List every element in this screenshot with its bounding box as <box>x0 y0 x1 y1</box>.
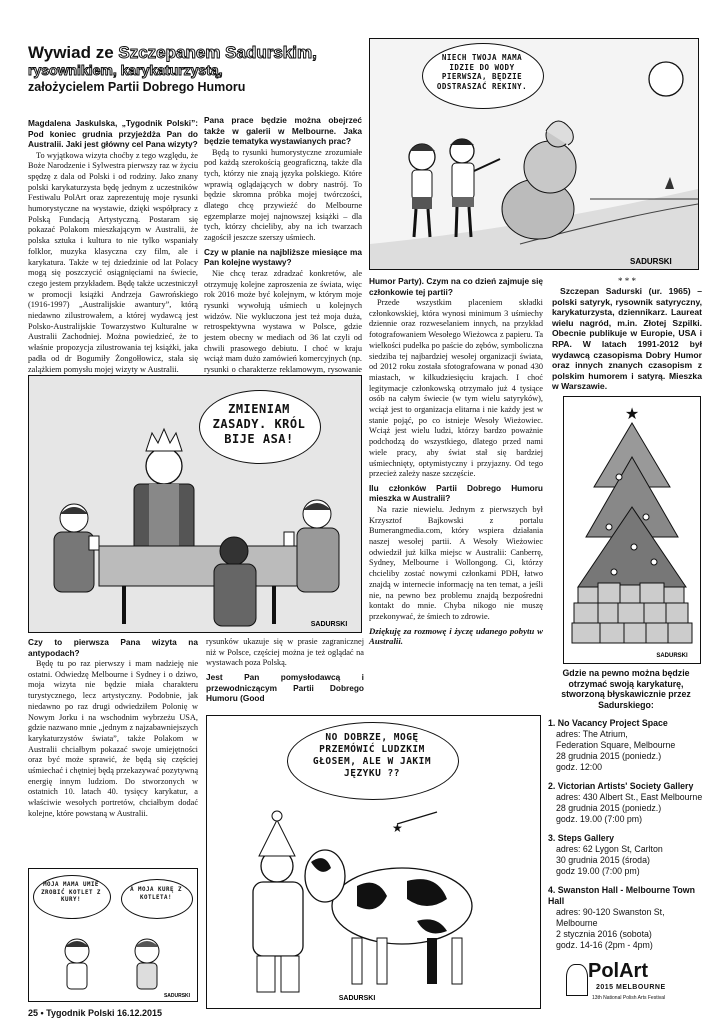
column-2 <box>204 115 362 397</box>
logo-name: PolArt <box>588 960 648 982</box>
exhibition-line: Federation Square, Melbourne <box>556 740 676 751</box>
headline-name: Szczepanem Sadurskim, <box>118 43 317 62</box>
exhibition-line: 28 grudnia 2015 (poniedz.) <box>556 751 662 762</box>
answer-3: Nie chcę teraz zdradzać konkretów, ale otrzymuję kolejne zaproszenia ze świata, więc rok 2016 może być kolejnym, w którym moje rysunki wywołują uśmiech u kolejnych widzów. Nie wykluczona jest też moja duża, retrospektywna wystawa w Polsce, gdzie jestem obecny w mediach od 36 lat czyli od chwili prasowego debiutu. I choć w kraju wciąż mam dużo zamówień komercyjnych (np. rysunki o charakterze reklamowym, rysowanie <box>204 268 362 375</box>
page-footer: 25 • Tygodnik Polski 16.12.2015 <box>28 1008 163 1018</box>
headline <box>28 44 368 96</box>
exhibition-line: godz. 12:00 <box>556 762 602 773</box>
cartoon-beach <box>369 38 699 270</box>
lower-left-column <box>28 637 198 820</box>
answer-4: Przede wszystkim placeniem składki członkowskiej, która wynosi minimum 3 uśmiechy dziennie oraz rozweselaniem innych, na przykład fotografowaniem Wesołego Wieżowca z papieru. Ta wielkości pudełka po paście do zębów, symboliczna siedziba tej najbardziej wesołej organizacji świata, od 2012 roku została sfotografowana w ponad 430 miastach, w kilkudziesięciu krajach. I choć legitymacje członkowską otrzymało już 4 tysiące osób na całym świecie (w tym wielu satyryków), wciąż jest to organizacja elitarna i nie każdy jest w stanie pojąć, po co istnieje Wesoły Wieżowiec. Wciąż jest wielu ludzi, którzy bardzo poważnie podchodzą do wszystkiego, dlatego przed nami wiele pracy, aby świat stał się bardziej uśmiechnięty, optymistyczny i przyjazny. Od tego przecież zależy nasze szczęście. <box>369 298 543 479</box>
exhibition-item <box>548 885 704 951</box>
headline-line2: rysownikiem, karykaturzystą, <box>28 62 223 78</box>
headline-line3: założycielem Partii Dobrego Humoru <box>28 80 246 94</box>
logo-mark <box>566 964 588 996</box>
cartoon-tree <box>563 396 701 664</box>
exhibition-line: godz 19.00 (7:00 pm) <box>556 866 640 877</box>
bubble-text-cards: ZMIENIAM ZASADY. KRÓL BIJE ASA! <box>212 402 306 446</box>
question-6: Czy to pierwsza Pana wizyta na antypodach? <box>28 637 198 658</box>
star-icon: ★ <box>624 406 640 423</box>
exhibition-line: adres: 62 Lygon St, Carlton <box>556 844 663 855</box>
exhibition-title: 2. Victorian Artists' Society Gallery <box>548 781 694 792</box>
signature-kids: SADURSKI <box>163 993 191 999</box>
thanks: Dziękuję za rozmowę i życzę udanego pobytu w Australii. <box>369 625 543 647</box>
bio-text: Szczepan Sadurski (ur. 1965) – polski satyryk, rysownik satyryczny, karykaturzysta, dziennikarz. Laureat wielu nagród, m.in. Złotej Szpilki. Obecnie publikuje w Europie, USA i RPA. W latach 1991-2012 był wydawcą czasopisma Dobry Humor oraz innych znanych czasopism z polskim humorem i satyrą. Mieszka w Warszawie. <box>552 286 702 392</box>
tree-drawing <box>564 397 700 663</box>
column-3 <box>369 276 543 648</box>
shooting-star-icon: ★ <box>392 821 403 835</box>
question-3: Czy w planie na najbliższe miesiące ma Pan kolejne wystawy? <box>204 246 362 268</box>
exhibition-item <box>548 781 704 825</box>
bubble-text-cow: NO DOBRZE, MOGĘ PRZEMÓWIĆ LUDZKIM GŁOSEM, ALE W JAKIM JĘZYKU ?? <box>312 732 432 779</box>
answer-2: Będą to rysunki humorystyczne zrozumiałe pod każdą szerokością geograficzną, także dla tych, którzy nie znają języka polskiego. Które wprawią oglądających w dobry nastrój. To będzie skromna próbka mojej twórczości, dlatego chcę przywieźć do Melbourne egzemplarze mojej najnowszej książki – dla tych, którzy chcieliby, aby na ich twarzach zagościł jeszcze szerszy uśmiech. <box>204 147 362 243</box>
answer-1: To wyjątkowa wizyta choćby z tego względu, że Boże Narodzenie i Sylwestra pierwszy raz w życiu spędzę z dala od Polski i od rodziny. Jako znany polski karykaturzysta będę jednym z uczestników Festiwalu PolArt oraz zaprezentuję moje rysunki humorystyczne na wystawie, dzięki współpracy z Polską Fundacją Artystyczną. Postaram się pokazać Polakom mieszkającym w Australii, że polska sztuka i kultura to nie tylko wspaniały folklor, muzyka klasyczna czy film, ale i karykatura. Także w tej dziedzinie od lat Polacy mogą się poszczycić osiągnięciami na świecie, czego jestem przykładem. Będę także uczestniczył w promocji książki Andrzeja Gawrońskiego (1916-1997) „Australijskie awantury”, którą niedawno zilustrowałem, a której wydawcą jest Polsko-Australijskie Towarzystwo Kulturalne w Australii Zachodniej. Można powiedzieć, że to właśnie propozycja zilustrowania tej książki, jaka padła od dr Bogumiły Żongołłowicz, stała się zalążkiem pomysłu mojej wizyty w Australii. <box>28 150 198 374</box>
exhibition-title: 3. Steps Gallery <box>548 833 615 844</box>
bubble-text-kids-a: MOJA MAMA UMIE ZROBIĆ KOTLET Z KURY! <box>41 882 101 903</box>
polart-logo <box>566 960 700 1006</box>
answer-6: Będę tu po raz pierwszy i mam nadzieję nie ostatni. Odwiedzę Melbourne i Sydney i o dziwo, moja wizyta nie będzie miała charakteru turystycznego, lecz artystyczny. Podobnie, jak niedawno po raz drugi odwiedziłem Polonię w Nowym Jorku i na wschodnim wybrzeżu USA, gdzie nazwano mnie „jednym z najzabawniejszych karykaturzystów świata”, także Polakom w Australii chciałbym pokazać swoje umiejętności oraz być może sprawić, że będą się częściej uśmiechać i chętniej będą przekazywać pozytywną energię innym ludziom. Do stworzonych w ostatnich 10. latach 40. tysięcy karykatur, a właściwie wesołych portretów, chciałbym dodać kolejne, które powstaną w Australii. <box>28 659 198 818</box>
exhibition-title: 1. No Vacancy Project Space <box>548 718 668 729</box>
exhibition-line: adres: The Atrium, <box>556 729 628 740</box>
exhibition-line: adres: 90-120 Swanston St, Melbourne <box>556 907 665 929</box>
cartoon-kids <box>28 868 198 1002</box>
exhibitions-block <box>548 668 704 951</box>
exhibition-line: godz. 14-16 (2pm - 4pm) <box>556 940 653 951</box>
bubble-text-beach: NIECH TWOJA MAMA IDZIE DO WODY PIERWSZA, BĘDZIE ODSTRASZAĆ REKINY. <box>436 53 528 91</box>
exhibition-line: 28 grudnia 2015 (poniedz.) <box>556 803 662 814</box>
signature-cow: SADURSKI <box>338 995 376 1002</box>
bio-stars: * * * <box>618 276 636 286</box>
column-1 <box>28 115 198 375</box>
exhibition-item <box>548 718 704 773</box>
cartoon-cow <box>206 715 541 1009</box>
answer-5: Na razie niewielu. Jednym z pierwszych był Krzysztof Bajkowski z portalu Bumerangmedia.com, który wspiera działania naszej wesołej partii. A Wesoły Wieżowiec odwiedził już kilka miejsc w Australii: Canberrę, Sydney, Melbourne i Wollongong. Ci, którzy chcieliby zostać nowymi członkami PDH, łatwo znajdą w internecie informację na ten temat, a jeśli nie, na pewno bez problemu znajdą bezpośredni kontakt do mnie. Chyba nikogo nie muszę przekonywać, że śmiech to zdrowie. <box>369 504 543 621</box>
exhibition-line: 30 grudnia 2015 (środa) <box>556 855 650 866</box>
answer-3-cont: rysunków ukazuje się w prasie zagranicznej niż w Polsce, częściej można je też oglądać na wystawach poza Polską. <box>206 637 364 668</box>
bubble-text-kids-b: A MOJA KURĘ Z KOTLETA! <box>130 887 182 901</box>
question-2: Pana prace będzie można obejrzeć także w galerii w Melbourne. Jaka będzie tematyka wystawianych prac? <box>204 115 362 146</box>
lower-mid-column <box>206 637 364 705</box>
exhibition-line: adres: 430 Albert St., East Melbourne <box>556 792 703 803</box>
intro-question: Magdalena Jaskulska, „Tygodnik Polski”: Pod koniec grudnia przyjeżdża Pan do Australii. Jaki jest główny cel Pana wizyty? <box>28 118 198 149</box>
exhibition-item <box>548 833 704 877</box>
logo-sub: 2015 MELBOURNE <box>596 984 666 991</box>
question-4: Humor Party). Czym na co dzień zajmuje się członkowie tej partii? <box>369 276 543 297</box>
exhibition-title: 4. Swanston Hall - Melbourne Town Hall <box>548 885 695 907</box>
signature-tree: SADURSKI <box>656 653 688 659</box>
question-7: Jest Pan pomysłodawcą i przewodniczącym Partii Dobrego Humoru (Good <box>206 672 364 704</box>
headline-prefix: Wywiad ze <box>28 43 119 62</box>
cartoon-cards <box>28 375 362 633</box>
exhibitions-intro: Gdzie na pewno można będzie otrzymać swoją karykaturę, stworzoną błyskawicznie przez Sadurskiego: <box>561 668 691 710</box>
question-5: Ilu członków Partii Dobrego Humoru mieszka w Australii? <box>369 482 543 504</box>
logo-small: 13th National Polish Arts Festival <box>592 995 666 1001</box>
bio-block <box>552 276 702 392</box>
signature-beach: SADURSKI <box>630 257 672 266</box>
signature-cards: SADURSKI <box>310 621 348 628</box>
exhibition-line: 2 stycznia 2016 (sobota) <box>556 929 652 940</box>
exhibition-line: godz. 19.00 (7:00 pm) <box>556 814 643 825</box>
